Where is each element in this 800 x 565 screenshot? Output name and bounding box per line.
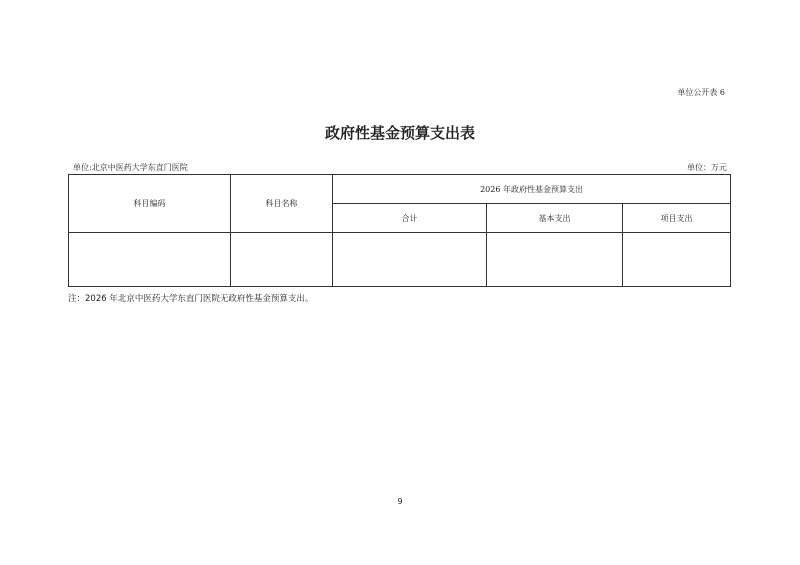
header-subject-name: 科目名称 bbox=[231, 175, 333, 233]
budget-table bbox=[68, 174, 731, 287]
table-header-row bbox=[69, 175, 731, 204]
cell-basic bbox=[487, 233, 623, 287]
currency-unit: 单位：万元 bbox=[687, 163, 727, 172]
cell-project bbox=[623, 233, 731, 287]
table-row bbox=[69, 233, 731, 287]
unit-name: 单位:北京中医药大学东直门医院 bbox=[73, 163, 188, 172]
header-total: 合计 bbox=[333, 204, 487, 233]
page-number: 9 bbox=[397, 497, 403, 506]
header-project-expense: 项目支出 bbox=[623, 204, 731, 233]
cell-name bbox=[231, 233, 333, 287]
header-subject-code: 科目编码 bbox=[69, 175, 231, 233]
page-title: 政府性基金预算支出表 bbox=[324, 124, 475, 142]
header-group-budget: 2026 年政府性基金预算支出 bbox=[333, 175, 731, 204]
cell-total bbox=[333, 233, 487, 287]
header-basic-expense: 基本支出 bbox=[487, 204, 623, 233]
cell-code bbox=[69, 233, 231, 287]
footnote: 注：2026 年北京中医药大学东直门医院无政府性基金预算支出。 bbox=[68, 294, 314, 304]
table-number: 单位公开表 6 bbox=[677, 88, 725, 97]
